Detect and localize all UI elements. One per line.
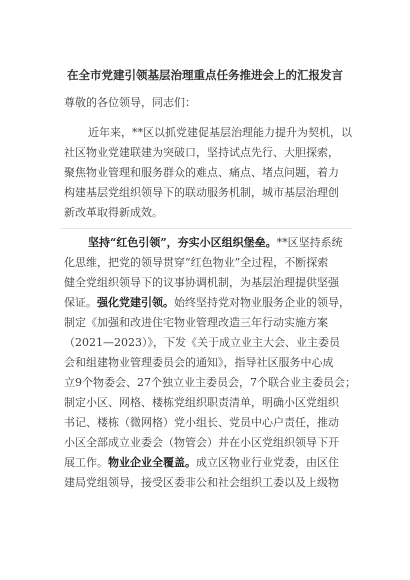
paragraph1-line: 聚焦物业管理和服务群众的难点、痛点、堵点问题，着力 bbox=[64, 166, 339, 179]
paragraph2-line: 制定《加强和改进住宅物业管理改造三年行动实施方案 bbox=[64, 316, 328, 329]
paragraph2-lead-tail: **区坚持系统 bbox=[276, 236, 343, 249]
section-divider bbox=[60, 228, 352, 229]
paragraph2-line: （2021—2023）》，下发《关于成立业主大会、业主委员 bbox=[64, 336, 340, 349]
paragraph2-first-line bbox=[88, 236, 343, 250]
paragraph2-heading2-line bbox=[64, 296, 350, 310]
paragraph2-line: 会和组建物业管理委员会的通知》，指导社区服务中心成 bbox=[64, 356, 334, 369]
paragraph2-line: 小区全部成立业委会（物管会）并在小区党组织领导下开 bbox=[64, 436, 339, 449]
paragraph1-line: 构建基层党组织领导下的联动服务机制，城市基层治理创 bbox=[64, 186, 339, 199]
paragraph2-heading3-line bbox=[64, 456, 339, 470]
salutation: 尊敬的各位领导，同志们： bbox=[64, 96, 196, 109]
paragraph2-line: 化思维，把党的领导贯穿“红色物业”全过程，不断探索 bbox=[64, 256, 329, 269]
subheading-party-leadership: 强化党建引领。 bbox=[97, 296, 174, 309]
document-title: 在全市党建引领基层治理重点任务推进会上的汇报发言 bbox=[67, 68, 343, 82]
paragraph2-line: 立9个物委会、27个独立业主委员会，7个联合业主委员会； bbox=[64, 376, 356, 389]
section-heading-red-leadership: 坚持“红色引领”，夯实小区组织堡垒。 bbox=[88, 236, 277, 249]
paragraph2-final-line: 建局党组领导，接受区委非公和社会组织工委以及上级物 bbox=[64, 476, 339, 489]
heading2-tail: 始终坚持党对物业服务企业的领导， bbox=[174, 296, 350, 309]
paragraph2-line: 书记、楼栋（微网格）党小组长、党员中心户责任，推动 bbox=[64, 416, 339, 429]
subheading-property-coverage: 物业企业全覆盖。 bbox=[108, 456, 196, 469]
paragraph1-line: 新改革取得新成效。 bbox=[64, 206, 163, 219]
paragraph2-line: 制定小区、网格、楼栋党组织职责清单，明确小区党组织 bbox=[64, 396, 339, 409]
paragraph1-line: 近年来，**区以抓党建促基层治理能力提升为契机，以 bbox=[88, 126, 352, 139]
paragraph2-line: 健全党组织领导下的议事协调机制，为基层治理提供坚强 bbox=[64, 276, 339, 289]
heading3-prefix: 展工作。 bbox=[64, 456, 108, 469]
paragraph1-line: 社区物业党建联建为突破口，坚持试点先行、大胆探索， bbox=[64, 146, 339, 159]
heading3-tail: 成立区物业行业党委，由区住 bbox=[196, 456, 339, 469]
heading2-prefix: 保证。 bbox=[64, 296, 97, 309]
